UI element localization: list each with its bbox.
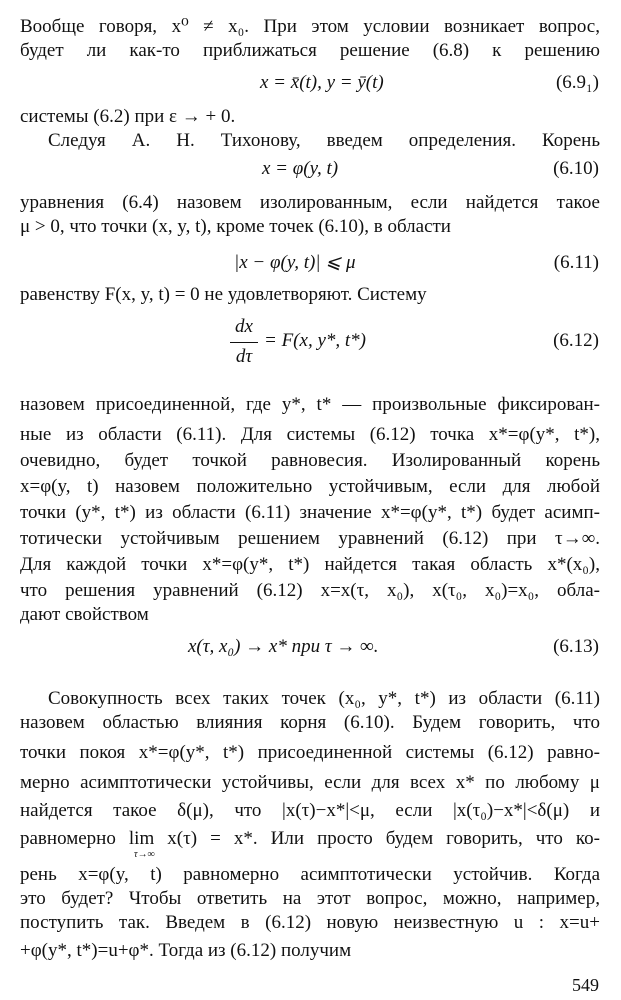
equation-6-13: x(τ, x₀) → x* при τ → ∞. (188, 636, 379, 657)
text-line-24: это будет? Чтобы ответить на этот вопрос, можно, например, (20, 888, 600, 909)
text-line-16: дают свойством (20, 604, 149, 625)
equation-6-10: x = φ(y, t) (262, 158, 339, 179)
equation-6-12 (230, 314, 380, 370)
fraction-numerator: dx (235, 316, 253, 337)
text-line-5: уравнения (6.4) назовем изолированным, если найдется такое (20, 192, 600, 213)
text-line-11: x=φ(y, t) назовем положительно устойчивым, если для любой (20, 476, 600, 497)
equation-number-6-9-1: (6.9₁) (555, 72, 599, 93)
text-line-23: рень x=φ(y, t) равномерно асимптотически устойчив. Когда (20, 864, 600, 885)
text-line-7: равенству F(x, y, t) = 0 не удовлетворяют. Систему (20, 284, 427, 305)
equation-6-9-1: x = x̄(t), y = ȳ(t) (260, 72, 384, 93)
fraction-denominator: dτ (235, 346, 253, 367)
equation-number-6-12: (6.12) (553, 330, 599, 351)
equation-number-6-11: (6.11) (553, 252, 599, 273)
text-line-10: очевидно, будет точкой равновесия. Изолированный корень (20, 450, 600, 471)
text-line-18: назовем областью влияния корня (6.10). Будем говорить, что (20, 712, 600, 733)
text-line-15: что решения уравнений (6.12) x=x(τ, x₀), x(τ₀, x₀)=x₀, обла- (20, 580, 600, 601)
text-line-25: поступить так. Введем в (6.12) новую неизвестную u : x=u+ (20, 912, 600, 933)
equation-number-6-10: (6.10) (553, 158, 599, 179)
text-line-21: найдется такое δ(μ), что |x(τ)−x*|<μ, если |x(τ₀)−x*|<δ(μ) и (20, 800, 600, 821)
text-line-2: будет ли как-то приближаться решение (6.8) к решению (20, 40, 600, 61)
text-line-3: системы (6.2) при ε → + 0. (20, 106, 236, 127)
text-line-9: ные из области (6.11). Для системы (6.12) точка x*=φ(y*, t*), (20, 424, 600, 445)
text-line-6: μ > 0, что точки (x, y, t), кроме точек (6.10), в области (20, 216, 451, 237)
text-line-13: тотически устойчивым решением уравнений (6.12) при τ→∞. (20, 528, 600, 549)
text-line-14: Для каждой точки x*=φ(y*, t*) найдется такая область x*(x₀), (20, 554, 600, 575)
text-line-8: назовем присоединенной, где y*, t* — произвольные фиксирован- (20, 394, 600, 415)
equation-number-6-13: (6.13) (553, 636, 599, 657)
text-line-1: Вообще говоря, x⁰ ≠ x₀. При этом условии возникает вопрос, (20, 16, 600, 37)
page-number: 549 (572, 975, 599, 995)
limit-subscript: τ→∞ (134, 849, 155, 860)
equation-6-11: |x − φ(y, t)| ⩽ μ (234, 252, 356, 273)
text-line-17: Совокупность всех таких точек (x₀, y*, t*) из области (6.11) (48, 688, 600, 709)
text-line-4: Следуя А. Н. Тихонову, введем определения. Корень (48, 130, 600, 151)
text-line-20: мерно асимптотически устойчивы, если для всех x* по любому μ (20, 772, 600, 793)
text-line-26: +φ(y*, t*)=u+φ*. Тогда из (6.12) получим (20, 940, 352, 961)
fraction-bar (230, 342, 258, 343)
text-line-12: точки (y*, t*) из области (6.11) значение x*=φ(y*, t*) будет асимп- (20, 502, 600, 523)
equation-rhs: = F(x, y*, t*) (264, 330, 366, 351)
text-line-19: точки покоя x*=φ(y*, t*) присоединенной системы (6.12) равно- (20, 742, 600, 763)
text-line-22: равномерно lim x(τ) = x*. Или просто будем говорить, что ко- (20, 828, 600, 849)
